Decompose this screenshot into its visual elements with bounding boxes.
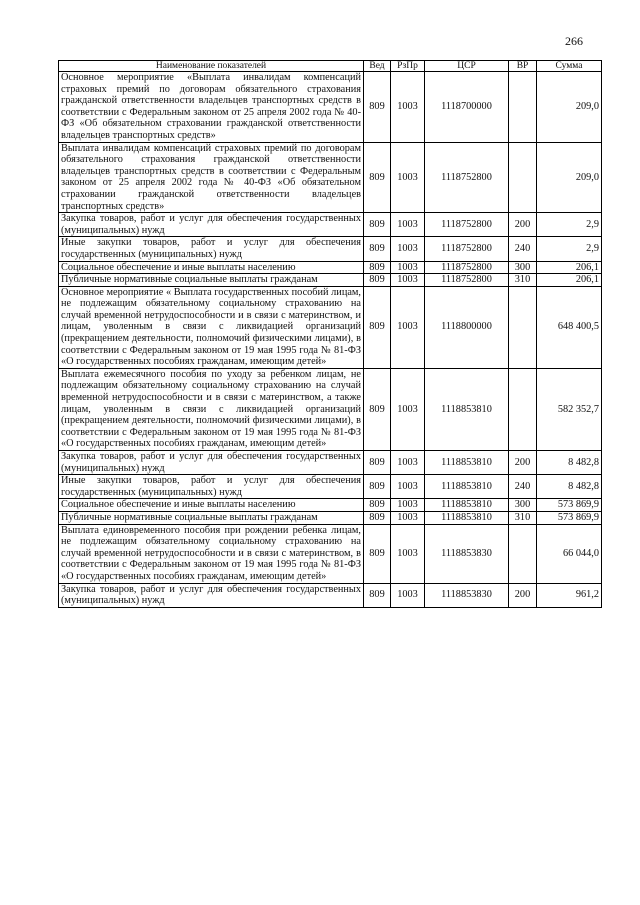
row-csr-cell: 1118853810: [425, 499, 509, 512]
row-csr-cell: 1118752800: [425, 274, 509, 287]
row-sum-cell: 206,1: [537, 274, 602, 287]
row-ved-cell: 809: [364, 72, 391, 143]
row-vr-cell: 300: [509, 261, 537, 274]
row-csr-cell: 1118853810: [425, 475, 509, 499]
table-header-row: [59, 61, 602, 72]
row-ved-cell: 809: [364, 368, 391, 450]
row-vr-cell: 310: [509, 511, 537, 524]
row-ved-cell: 809: [364, 451, 391, 475]
row-rzpr-cell: 1003: [391, 142, 425, 213]
row-vr-cell: [509, 72, 537, 143]
row-vr-cell: 240: [509, 237, 537, 261]
row-name-cell: Основное мероприятие «Выплата инвалидам компенсаций страховых премий по договорам обязательного страхования гражданской ответственности владельцев транспортных средств в соответствии с Федеральным законом от 25 апреля 2002 года № 40-ФЗ «Об обязательном страховании гражданской ответственности владельцев транспортных средств»: [59, 72, 364, 143]
row-sum-cell: 573 869,9: [537, 499, 602, 512]
header-ved: Вед: [364, 61, 391, 72]
row-sum-cell: 209,0: [537, 72, 602, 143]
row-ved-cell: 809: [364, 499, 391, 512]
row-ved-cell: 809: [364, 261, 391, 274]
row-sum-cell: 8 482,8: [537, 451, 602, 475]
row-rzpr-cell: 1003: [391, 72, 425, 143]
row-name-cell: Выплата ежемесячного пособия по уходу за ребенком лицам, не подлежащим обязательному социальному страхованию на случай временной нетрудоспособности и в связи с материнством, а также лицам, уволенным в связи с ликвидацией организаций (прекращением деятельности, полномочий физическими лицами), в соответствии с Федеральным законом от 19 мая 1995 года № 81-ФЗ «О государственных пособиях гражданам, имеющим детей»: [59, 368, 364, 450]
row-name-cell: Закупка товаров, работ и услуг для обеспечения государственных (муниципальных) нужд: [59, 583, 364, 607]
row-csr-cell: 1118853830: [425, 583, 509, 607]
row-csr-cell: 1118752800: [425, 213, 509, 237]
row-sum-cell: 648 400,5: [537, 286, 602, 368]
row-sum-cell: 573 869,9: [537, 511, 602, 524]
table-row: [59, 511, 602, 524]
row-csr-cell: 1118853830: [425, 524, 509, 583]
row-sum-cell: 66 044,0: [537, 524, 602, 583]
header-name: Наименование показателей: [59, 61, 364, 72]
row-rzpr-cell: 1003: [391, 237, 425, 261]
table-row: [59, 142, 602, 213]
row-csr-cell: 1118752800: [425, 237, 509, 261]
row-name-cell: Публичные нормативные социальные выплаты гражданам: [59, 274, 364, 287]
row-vr-cell: [509, 142, 537, 213]
row-csr-cell: 1118853810: [425, 451, 509, 475]
table-row: [59, 286, 602, 368]
header-sum: Сумма: [537, 61, 602, 72]
row-sum-cell: 209,0: [537, 142, 602, 213]
row-vr-cell: 310: [509, 274, 537, 287]
row-name-cell: Закупка товаров, работ и услуг для обеспечения государственных (муниципальных) нужд: [59, 451, 364, 475]
row-sum-cell: 206,1: [537, 261, 602, 274]
row-csr-cell: 1118853810: [425, 511, 509, 524]
table-row: [59, 237, 602, 261]
row-name-cell: Иные закупки товаров, работ и услуг для обеспечения государственных (муниципальных) нужд: [59, 475, 364, 499]
row-name-cell: Иные закупки товаров, работ и услуг для обеспечения государственных (муниципальных) нужд: [59, 237, 364, 261]
table-row: [59, 451, 602, 475]
row-csr-cell: 1118752800: [425, 142, 509, 213]
header-rzpr: РзПр: [391, 61, 425, 72]
row-rzpr-cell: 1003: [391, 475, 425, 499]
row-vr-cell: 300: [509, 499, 537, 512]
row-ved-cell: 809: [364, 524, 391, 583]
row-rzpr-cell: 1003: [391, 451, 425, 475]
row-vr-cell: [509, 286, 537, 368]
row-name-cell: Закупка товаров, работ и услуг для обеспечения государственных (муниципальных) нужд: [59, 213, 364, 237]
table-row: [59, 475, 602, 499]
row-sum-cell: 2,9: [537, 237, 602, 261]
row-ved-cell: 809: [364, 142, 391, 213]
row-rzpr-cell: 1003: [391, 499, 425, 512]
row-rzpr-cell: 1003: [391, 524, 425, 583]
row-rzpr-cell: 1003: [391, 286, 425, 368]
budget-table: [58, 60, 602, 608]
row-csr-cell: 1118752800: [425, 261, 509, 274]
row-name-cell: Социальное обеспечение и иные выплаты населению: [59, 261, 364, 274]
header-csr: ЦСР: [425, 61, 509, 72]
row-sum-cell: 2,9: [537, 213, 602, 237]
row-ved-cell: 809: [364, 237, 391, 261]
page-number: 266: [565, 34, 583, 48]
row-rzpr-cell: 1003: [391, 583, 425, 607]
row-ved-cell: 809: [364, 286, 391, 368]
row-csr-cell: 1118853810: [425, 368, 509, 450]
row-name-cell: Социальное обеспечение и иные выплаты населению: [59, 499, 364, 512]
row-ved-cell: 809: [364, 511, 391, 524]
row-vr-cell: 240: [509, 475, 537, 499]
row-rzpr-cell: 1003: [391, 213, 425, 237]
row-rzpr-cell: 1003: [391, 511, 425, 524]
table-row: [59, 261, 602, 274]
row-sum-cell: 582 352,7: [537, 368, 602, 450]
row-name-cell: Выплата единовременного пособия при рождении ребенка лицам, не подлежащим обязательному социальному страхованию на случай временной нетрудоспособности и в связи с материнством, в соответствии с Федеральным законом от 19 мая 1995 года № 81-ФЗ «О государственных пособиях гражданам, имеющим детей»: [59, 524, 364, 583]
row-ved-cell: 809: [364, 274, 391, 287]
row-name-cell: Основное мероприятие « Выплата государственных пособий лицам, не подлежащим обязательному социальному страхованию на случай временной нетрудоспособности и в связи с материнством, и лицам, уволенным в связи с ликвидацией организаций (прекращением деятельности, полномочий физическими лицами), в соответствии с Федеральным законом от 19 мая 1995 года № 81-ФЗ «О государственных пособиях гражданам, имеющим детей»: [59, 286, 364, 368]
row-vr-cell: 200: [509, 451, 537, 475]
row-csr-cell: 1118800000: [425, 286, 509, 368]
row-ved-cell: 809: [364, 213, 391, 237]
row-vr-cell: [509, 368, 537, 450]
table-row: [59, 583, 602, 607]
row-rzpr-cell: 1003: [391, 261, 425, 274]
table-row: [59, 274, 602, 287]
row-rzpr-cell: 1003: [391, 274, 425, 287]
table-row: [59, 72, 602, 143]
row-vr-cell: 200: [509, 213, 537, 237]
table-row: [59, 499, 602, 512]
table-row: [59, 213, 602, 237]
row-ved-cell: 809: [364, 475, 391, 499]
row-vr-cell: [509, 524, 537, 583]
row-vr-cell: 200: [509, 583, 537, 607]
row-name-cell: Публичные нормативные социальные выплаты гражданам: [59, 511, 364, 524]
table-row: [59, 368, 602, 450]
row-name-cell: Выплата инвалидам компенсаций страховых премий по договорам обязательного страхования гражданской ответственности владельцев транспортных средств в соответствии с Федеральным законом от 25 апреля 2002 года № 40-ФЗ «Об обязательном страховании гражданской ответственности владельцев транспортных средств»: [59, 142, 364, 213]
header-vr: ВР: [509, 61, 537, 72]
row-sum-cell: 961,2: [537, 583, 602, 607]
table-row: [59, 524, 602, 583]
row-sum-cell: 8 482,8: [537, 475, 602, 499]
row-ved-cell: 809: [364, 583, 391, 607]
row-rzpr-cell: 1003: [391, 368, 425, 450]
row-csr-cell: 1118700000: [425, 72, 509, 143]
